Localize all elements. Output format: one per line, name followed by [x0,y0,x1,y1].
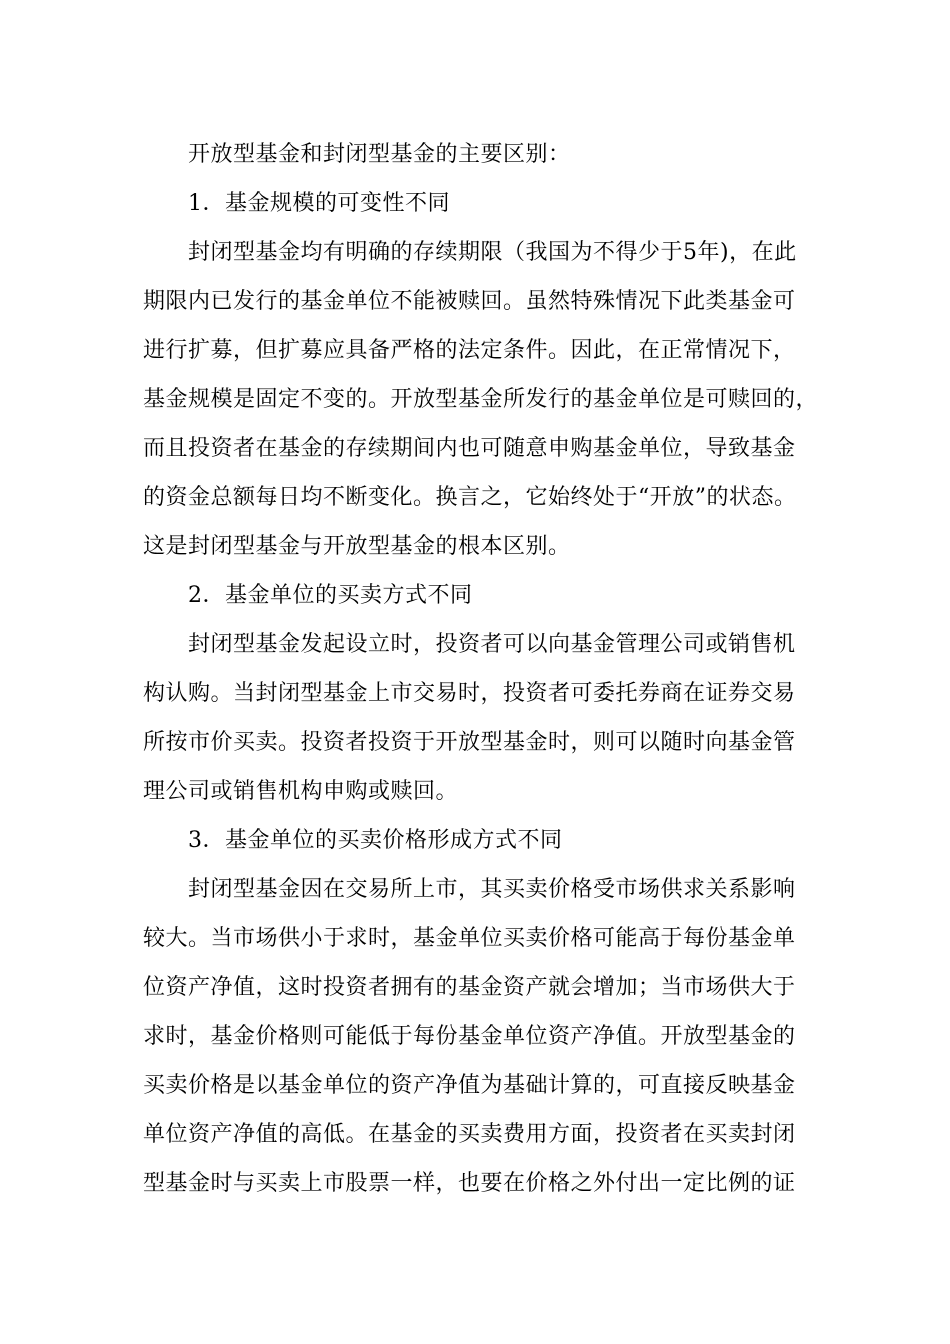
intro-line: 开放型基金和封闭型基金的主要区别： [188,142,571,167]
section-heading-2: 2．基金单位的买卖方式不同 [188,583,473,608]
paragraph-3-line-7: 型基金时与买卖上市股票一样，也要在价格之外付出一定比例的证 [143,1171,796,1196]
paragraph-1-line-1: 封闭型基金均有明确的存续期限（我国为不得少于5年)，在此 [188,240,797,265]
paragraph-1-line-6: 的资金总额每日均不断变化。换言之，它始终处于“开放”的状态。 [143,485,797,510]
document-body [143,130,823,1208]
paragraph-1-line-2: 期限内已发行的基金单位不能被赎回。虽然特殊情况下此类基金可 [143,289,796,314]
paragraph-1-line-7: 这是封闭型基金与开放型基金的根本区别。 [143,534,571,559]
paragraph-3-line-5: 买卖价格是以基金单位的资产净值为基础计算的，可直接反映基金 [143,1073,796,1098]
paragraph-2-line-2: 构认购。当封闭型基金上市交易时，投资者可委托券商在证券交易 [143,681,796,706]
paragraph-2-line-3: 所按市价买卖。投资者投资于开放型基金时，则可以随时向基金管 [143,730,796,755]
section-heading-1: 1．基金规模的可变性不同 [188,191,450,216]
paragraph-2-line-1: 封闭型基金发起设立时，投资者可以向基金管理公司或销售机 [188,632,796,657]
paragraph-1-line-4: 基金规模是固定不变的。开放型基金所发行的基金单位是可赎回的， [143,387,819,412]
paragraph-1-line-3: 进行扩募，但扩募应具备严格的法定条件。因此，在正常情况下， [143,338,796,363]
paragraph-3-line-2: 较大。当市场供小于求时，基金单位买卖价格可能高于每份基金单 [143,926,796,951]
paragraph-3-line-4: 求时，基金价格则可能低于每份基金单位资产净值。开放型基金的 [143,1024,796,1049]
section-heading-3: 3．基金单位的买卖价格形成方式不同 [188,828,563,853]
paragraph-1-line-5: 而且投资者在基金的存续期间内也可随意申购基金单位，导致基金 [143,436,796,461]
paragraph-3-line-3: 位资产净值，这时投资者拥有的基金资产就会增加；当市场供大于 [143,975,796,1000]
paragraph-3-line-1: 封闭型基金因在交易所上市，其买卖价格受市场供求关系影响 [188,877,796,902]
paragraph-2-line-4: 理公司或销售机构申购或赎回。 [143,779,459,804]
paragraph-3-line-6: 单位资产净值的高低。在基金的买卖费用方面，投资者在买卖封闭 [143,1122,796,1147]
